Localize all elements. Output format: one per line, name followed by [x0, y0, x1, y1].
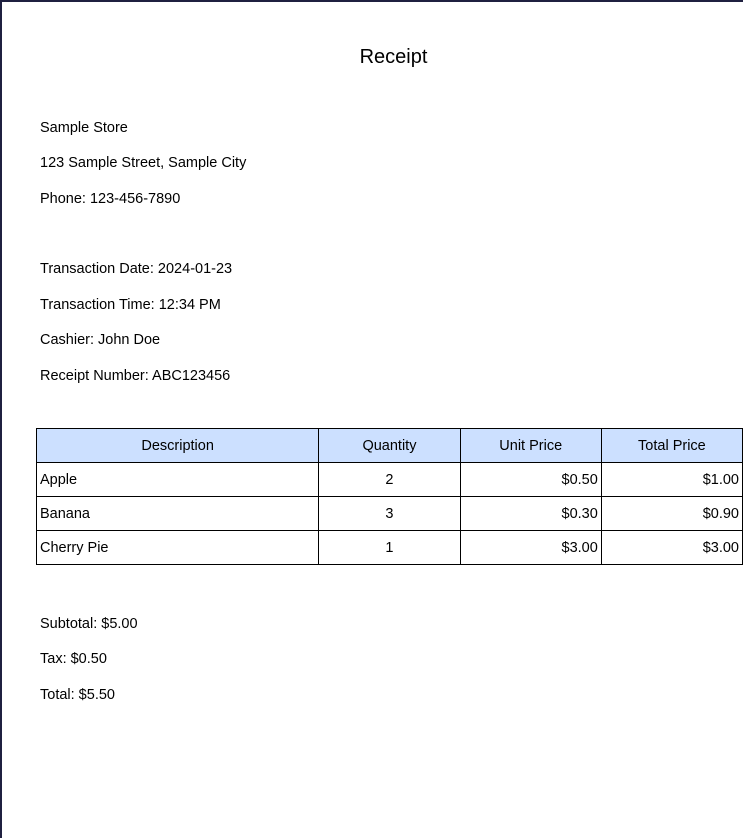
header-description: Description — [37, 429, 319, 463]
cashier: Cashier: John Doe — [40, 332, 161, 348]
transaction-date: Transaction Date: 2024-01-23 — [40, 261, 233, 277]
subtotal: Subtotal: $5.00 — [40, 616, 138, 632]
header-total-price: Total Price — [601, 429, 742, 463]
item-unit-price: $0.50 — [460, 463, 601, 497]
item-quantity: 1 — [319, 531, 460, 565]
item-description: Apple — [37, 463, 319, 497]
item-description: Banana — [37, 497, 319, 531]
item-total-price: $1.00 — [601, 463, 742, 497]
receipt-number: Receipt Number: ABC123456 — [40, 368, 231, 384]
table-row — [37, 463, 743, 497]
transaction-time: Transaction Time: 12:34 PM — [40, 297, 221, 313]
store-phone: Phone: 123-456-7890 — [40, 191, 181, 207]
item-unit-price: $3.00 — [460, 531, 601, 565]
item-unit-price: $0.30 — [460, 497, 601, 531]
items-table — [36, 428, 743, 565]
table-row — [37, 531, 743, 565]
item-quantity: 2 — [319, 463, 460, 497]
item-quantity: 3 — [319, 497, 460, 531]
items-table-body — [37, 463, 743, 565]
store-address: 123 Sample Street, Sample City — [40, 155, 247, 171]
header-row — [37, 429, 743, 463]
receipt-title: Receipt — [359, 46, 428, 68]
table-row — [37, 497, 743, 531]
store-name: Sample Store — [40, 120, 128, 136]
tax: Tax: $0.50 — [40, 651, 107, 667]
items-table-header — [37, 429, 743, 463]
header-quantity: Quantity — [319, 429, 460, 463]
item-total-price: $3.00 — [601, 531, 742, 565]
total: Total: $5.50 — [40, 687, 115, 703]
item-description: Cherry Pie — [37, 531, 319, 565]
header-unit-price: Unit Price — [460, 429, 601, 463]
item-total-price: $0.90 — [601, 497, 742, 531]
